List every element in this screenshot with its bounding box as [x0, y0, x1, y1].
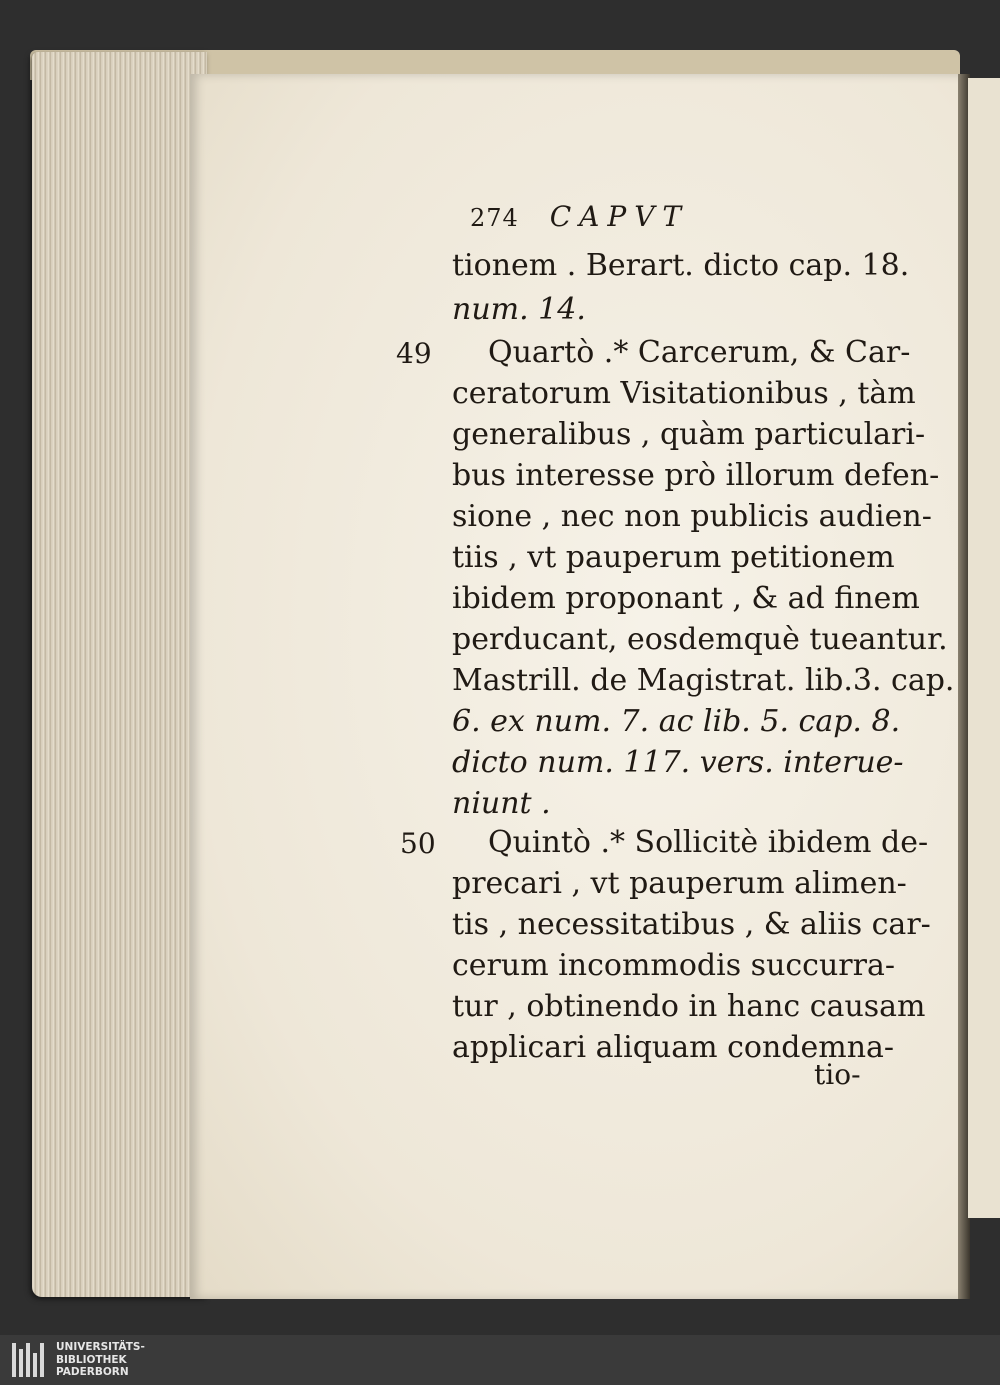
footer-bar	[0, 1335, 1000, 1385]
library-logo-icon	[12, 1343, 46, 1377]
text-line: Quartò .* Carcerum, & Car-	[488, 335, 911, 370]
text-line: Quintò .* Sollicitè ibidem de-	[488, 825, 929, 860]
library-name-line: BIBLIOTHEK	[56, 1353, 127, 1366]
catchword: tio-	[814, 1058, 861, 1091]
text-line: bus interesse prò illorum defen-	[452, 458, 940, 493]
running-head-title: CAPVT	[549, 200, 690, 233]
text-line: Mastrill. de Magistrat. lib.3. cap.	[452, 663, 955, 698]
library-name	[56, 1341, 145, 1379]
text-line: perducant, eosdemquè tueantur.	[452, 622, 948, 657]
margin-number: 49	[396, 337, 432, 370]
page-number: 274	[470, 204, 519, 232]
text-line: tur , obtinendo in hanc causam	[452, 989, 926, 1024]
library-name-line: UNIVERSITÄTS-	[56, 1341, 145, 1353]
text-line: tionem . Berart. dicto cap. 18.	[452, 248, 910, 283]
text-line: 6. ex num. 7. ac lib. 5. cap. 8.	[452, 704, 901, 739]
text-line: niunt .	[452, 786, 551, 821]
text-line: precari , vt pauperum alimen-	[452, 866, 907, 901]
text-line: applicari aliquam condemna-	[452, 1030, 895, 1065]
library-name-line: PADERBORN	[56, 1366, 129, 1378]
text-line: ibidem proponant , & ad finem	[452, 581, 920, 616]
text-line: ceratorum Visitationibus , tàm	[452, 376, 916, 411]
text-line: generalibus , quàm particulari-	[452, 417, 926, 452]
text-line: tis , necessitatibus , & aliis car-	[452, 907, 931, 942]
text-line: sione , nec non publicis audien-	[452, 499, 932, 534]
text-line: cerum incommodis succurra-	[452, 948, 896, 983]
margin-number: 50	[400, 827, 436, 860]
text-line: tiis , vt pauperum petitionem	[452, 540, 895, 575]
text-line: dicto num. 117. vers. interue-	[452, 745, 904, 780]
running-header	[470, 200, 689, 233]
text-line: num. 14.	[452, 292, 586, 327]
